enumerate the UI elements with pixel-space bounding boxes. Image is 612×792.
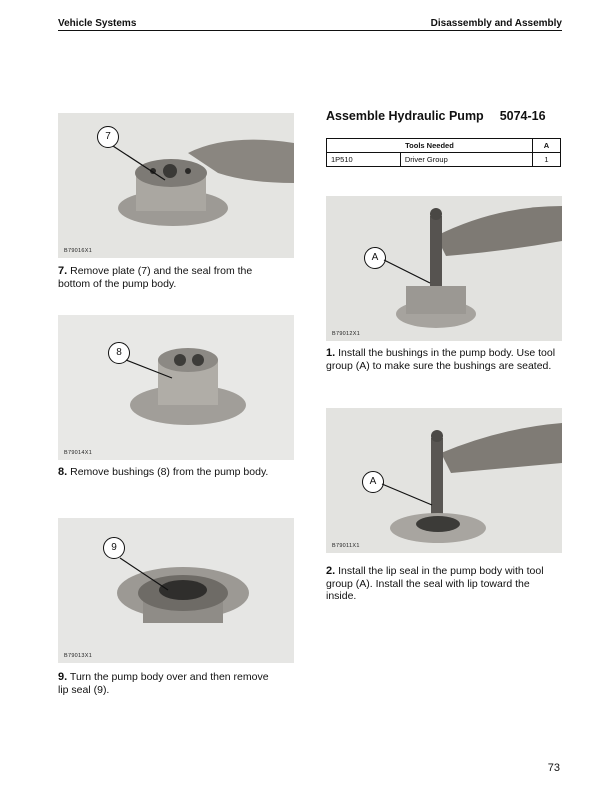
step-text: Turn the pump body over and then remove lip seal (9). xyxy=(58,671,269,696)
figure-id: B79011X1 xyxy=(332,543,360,549)
step-text: Install the lip seal in the pump body with tool group (A). Install the seal with lip toward the inside. xyxy=(326,565,544,602)
step-text: Install the bushings in the pump body. Use tool group (A) to make sure the bushings are seated. xyxy=(326,347,556,372)
callout-a-2: A xyxy=(362,471,384,493)
step-number: 7. xyxy=(58,265,68,277)
step-2 xyxy=(326,565,562,603)
step-text: Remove plate (7) and the seal from the bottom of the pump body. xyxy=(58,265,253,290)
header-rule xyxy=(58,30,562,31)
tools-needed-table xyxy=(326,138,561,167)
section-title xyxy=(326,109,546,123)
figure-id: B79013X1 xyxy=(64,653,93,659)
figure-photo-9 xyxy=(58,518,294,663)
tool-description: Driver Group xyxy=(400,153,532,167)
figure-photo-7 xyxy=(58,113,294,258)
callout-8: 8 xyxy=(108,342,130,364)
step-8 xyxy=(58,466,278,479)
figure-photo-8 xyxy=(58,315,294,460)
section-code: 5074-16 xyxy=(499,109,546,123)
callout-a-1: A xyxy=(364,247,386,269)
photo-install-bushings xyxy=(326,196,562,341)
section-title-text: Assemble Hydraulic Pump xyxy=(326,109,484,123)
photo-pump-lip-seal xyxy=(58,518,294,663)
figure-photo-a-1 xyxy=(326,196,562,341)
tool-quantity: 1 xyxy=(532,153,560,167)
figure-id: B79014X1 xyxy=(64,450,93,456)
step-number: 8. xyxy=(58,466,68,478)
figure-id: B79016X1 xyxy=(64,248,93,254)
tools-table-header: Tools Needed xyxy=(327,139,533,153)
callout-7: 7 xyxy=(97,126,119,148)
photo-pump-bushings xyxy=(58,315,294,460)
step-9 xyxy=(58,671,278,696)
tools-table-header-row xyxy=(327,139,561,153)
tool-part-number: 1P510 xyxy=(327,153,401,167)
step-1 xyxy=(326,347,562,372)
figure-id: B79012X1 xyxy=(332,331,361,337)
step-7 xyxy=(58,265,278,290)
running-header-left: Vehicle Systems xyxy=(58,18,137,29)
step-text: Remove bushings (8) from the pump body. xyxy=(70,466,269,478)
step-number: 2. xyxy=(326,565,336,577)
callout-9: 9 xyxy=(103,537,125,559)
table-row xyxy=(327,153,561,167)
photo-pump-plate-removal xyxy=(58,113,294,258)
page-number: 73 xyxy=(547,762,560,774)
step-number: 1. xyxy=(326,347,336,359)
tools-table-header-col-a: A xyxy=(532,139,560,153)
running-header-right: Disassembly and Assembly xyxy=(430,18,562,29)
step-number: 9. xyxy=(58,671,68,683)
